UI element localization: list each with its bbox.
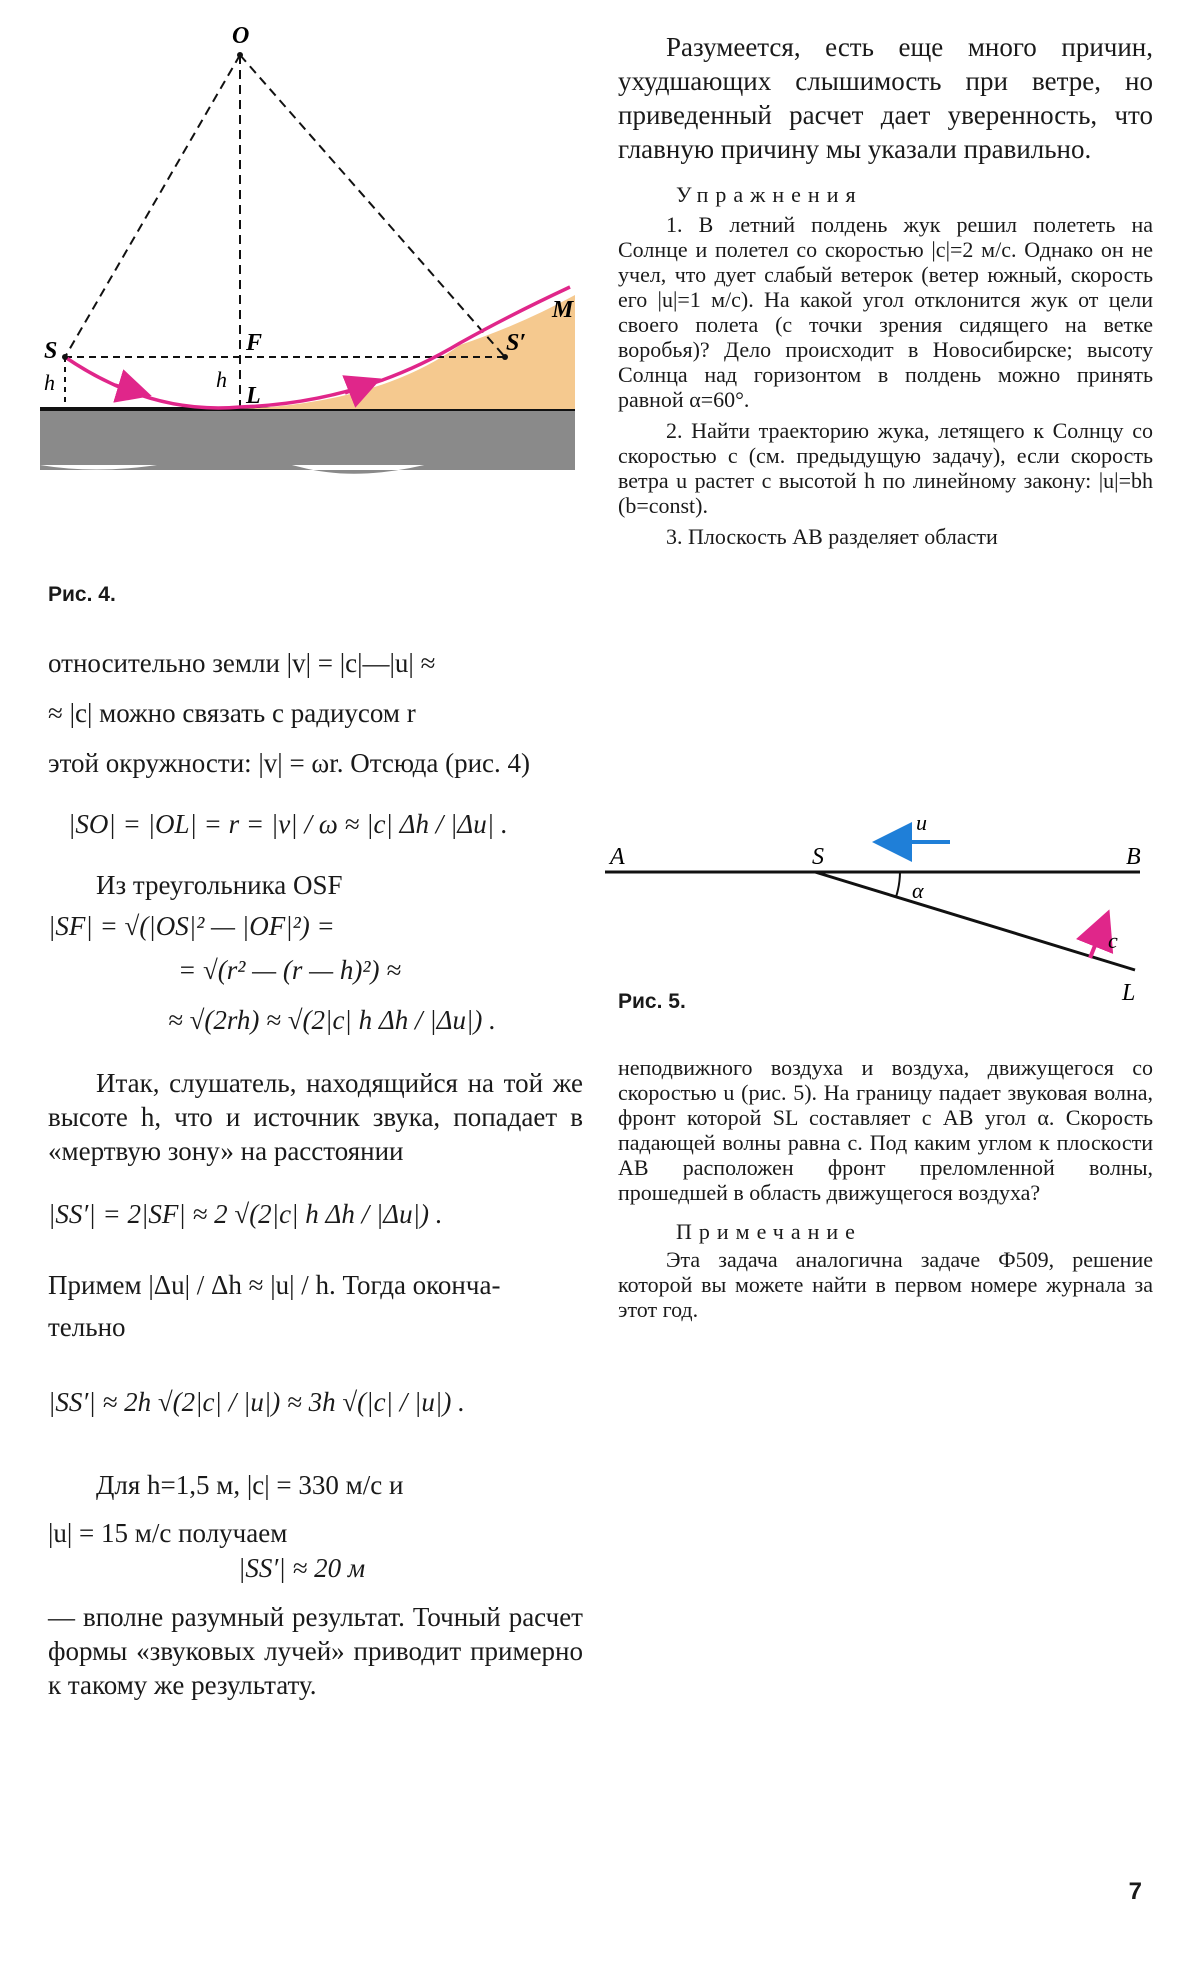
- right-column: [618, 30, 1153, 549]
- left-p10: — вполне разумный результат. Точный расчет формы «звуковых лучей» приводит примерно к такому же результату.: [48, 1602, 583, 1700]
- label-L: L: [246, 383, 261, 409]
- left-p1: относительно земли |v| = |c|—|u| ≈: [48, 648, 436, 678]
- exercise-1: 1. В летний полдень жук решил полететь на Солнце и полетел со скоростью |c|=2 м/с. Однако он не учел, что дует слабый ветерок (ветер южный, скорость его |u|=1 м/с). На какой угол отклонится жук от цели своего полета (с точки зрения сидящего на ветке воробья)? Дело происходит в Новосибирске; высоту Солнца над горизонтом в полдень можно принять равной α=60°.: [618, 212, 1153, 412]
- formula-2b: = √(r² — (r — h)²) ≈: [178, 955, 402, 985]
- formula-3: |SS′| = 2|SF| ≈ 2 √(2|c| h Δh / |Δu|) .: [48, 1199, 443, 1229]
- left-p8: Для h=1,5 м, |c| = 330 м/с и: [96, 1470, 404, 1500]
- label-S5: S: [812, 844, 824, 870]
- figure-5-caption: Рис. 5.: [618, 990, 686, 1013]
- left-p5: Итак, слушатель, находящийся на той же высоте h, что и источник звука, попадает в «мертвую зону» на расстоянии: [48, 1068, 583, 1166]
- exercises-heading: Упражнения: [676, 182, 863, 207]
- label-B: B: [1126, 844, 1141, 870]
- exercise-3: 3. Плоскость AB разделяет области: [666, 524, 998, 549]
- right-column-continued: [618, 1055, 1153, 1322]
- label-h-left: h: [44, 370, 55, 395]
- label-S-prime: S′: [506, 330, 527, 356]
- left-column: [48, 640, 583, 1702]
- left-p2: ≈ |c| можно связать с радиусом r: [48, 698, 416, 728]
- figure-4-caption: Рис. 4.: [48, 583, 116, 606]
- left-p4: Из треугольника OSF: [96, 870, 343, 900]
- formula-4: |SS′| ≈ 2h √(2|c| / |u|) ≈ 3h √(|c| / |u|) .: [48, 1387, 465, 1417]
- formula-5: |SS′| ≈ 20 м: [238, 1553, 366, 1583]
- right-intro: Разумеется, есть еще много причин, ухудшающих слышимость при ветре, но приведенный расчет дает уверенность, что главную причину мы указали правильно.: [618, 32, 1153, 164]
- figure-5: [600, 800, 1155, 1015]
- formula-1: |SO| = |OL| = r = |v| / ω ≈ |c| Δh / |Δu| .: [68, 809, 508, 839]
- figure-4: [40, 25, 585, 565]
- note-heading: Примечание: [676, 1219, 862, 1244]
- label-O: O: [232, 25, 250, 49]
- label-L5: L: [1122, 980, 1136, 1006]
- label-A: A: [610, 844, 625, 870]
- formula-2c: ≈ √(2rh) ≈ √(2|c| h Δh / |Δu|) .: [168, 1005, 496, 1035]
- label-c: c: [1108, 928, 1118, 953]
- label-M: M: [552, 297, 574, 323]
- left-p6: Примем |Δu| / Δh ≈ |u| / h. Тогда оконча-: [48, 1270, 501, 1300]
- label-F: F: [246, 330, 263, 356]
- label-h-mid: h: [216, 367, 227, 392]
- exercise-2: 2. Найти траекторию жука, летящего к Солнцу со скоростью c (см. предыдущую задачу), если скорость ветра u растет с высотой h по линейному закону: |u|=bh (b=const).: [618, 418, 1153, 518]
- label-u: u: [916, 810, 927, 835]
- exercise-3-continued: неподвижного воздуха и воздуха, движущегося со скоростью u (рис. 5). На границу падает звуковая волна, фронт которой SL составляет с AB угол α. Скорость падающей волны равна c. Под каким углом к плоскости AB расположен фронт преломленной волны, прошедшей в область движущегося воздуха?: [618, 1055, 1153, 1205]
- note-text: Эта задача аналогична задаче Ф509, решение которой вы можете найти в первом номере журнала за этот год.: [618, 1247, 1153, 1322]
- left-p9: |u| = 15 м/с получаем: [48, 1518, 288, 1548]
- page-number: 7: [1128, 1878, 1142, 1905]
- arrow-c: [1090, 928, 1102, 958]
- left-p7: тельно: [48, 1312, 126, 1342]
- left-p3: этой окружности: |v| = ωr. Отсюда (рис. 4): [48, 748, 531, 778]
- front-SL: [815, 872, 1135, 970]
- formula-2a: |SF| = √(|OS|² — |OF|²) =: [48, 911, 335, 941]
- label-S: S: [44, 338, 58, 364]
- label-alpha: α: [912, 878, 924, 903]
